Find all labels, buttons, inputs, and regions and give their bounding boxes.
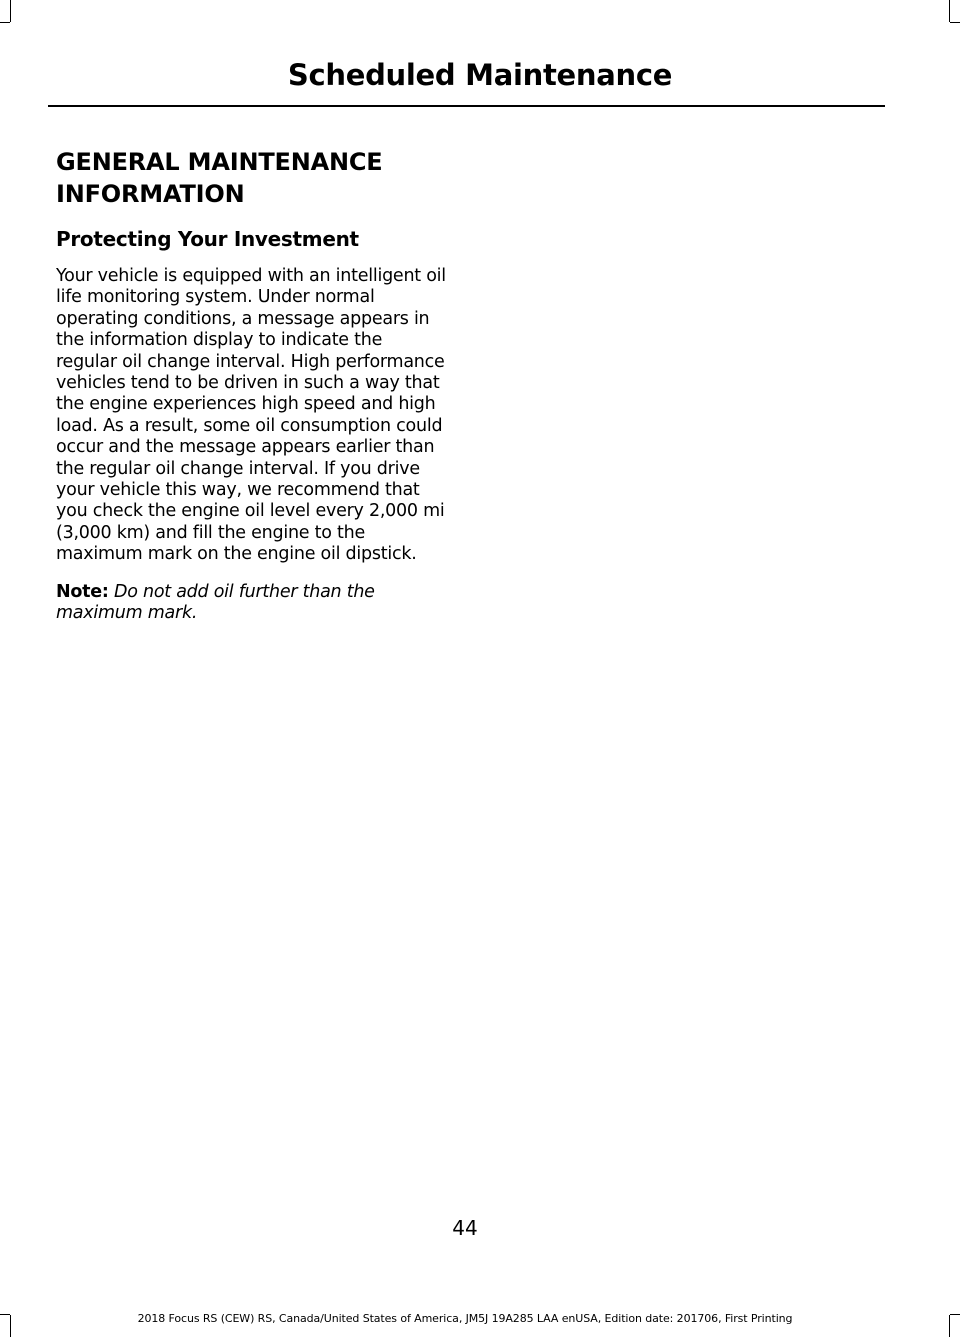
section-heading xyxy=(56,146,448,210)
note-label: Note: xyxy=(56,581,109,602)
page-number: 44 xyxy=(452,1216,478,1240)
note-text: Do not add oil further than the maximum mark. xyxy=(56,581,375,624)
note xyxy=(56,582,448,625)
crop-mark-bottom-right xyxy=(950,1314,960,1315)
subheading: Protecting Your Investment xyxy=(56,227,359,251)
crop-mark-top-left xyxy=(10,0,11,22)
crop-mark-top-left xyxy=(0,22,10,23)
crop-mark-top-right xyxy=(949,0,950,22)
page-header-title: Scheduled Maintenance xyxy=(287,58,673,92)
crop-mark-top-right xyxy=(950,22,960,23)
header-divider xyxy=(48,105,885,107)
edition-footer: 2018 Focus RS (CEW) RS, Canada/United States of America, JM5J 19A285 LAA enUSA, Edition date: 201706, First Printing xyxy=(137,1312,793,1325)
section-heading-line1: GENERAL MAINTENANCE xyxy=(56,148,383,176)
crop-mark-bottom-right xyxy=(949,1315,950,1337)
main-content xyxy=(56,146,448,625)
section-heading-line2: INFORMATION xyxy=(56,180,245,208)
body-paragraph: Your vehicle is equipped with an intelligent oil life monitoring system. Under normal operating conditions, a message appears in the information display to indicate the regular oil change interval. High performance vehicles tend to be driven in such a way that the engine experiences high speed and high load. As a result, some oil consumption could occur and the message appears earlier than the regular oil change interval. If you drive your vehicle this way, we recommend that you check the engine oil level every 2,000 mi (3,000 km) and fill the engine to the maximum mark on the engine oil dipstick. xyxy=(56,266,446,565)
